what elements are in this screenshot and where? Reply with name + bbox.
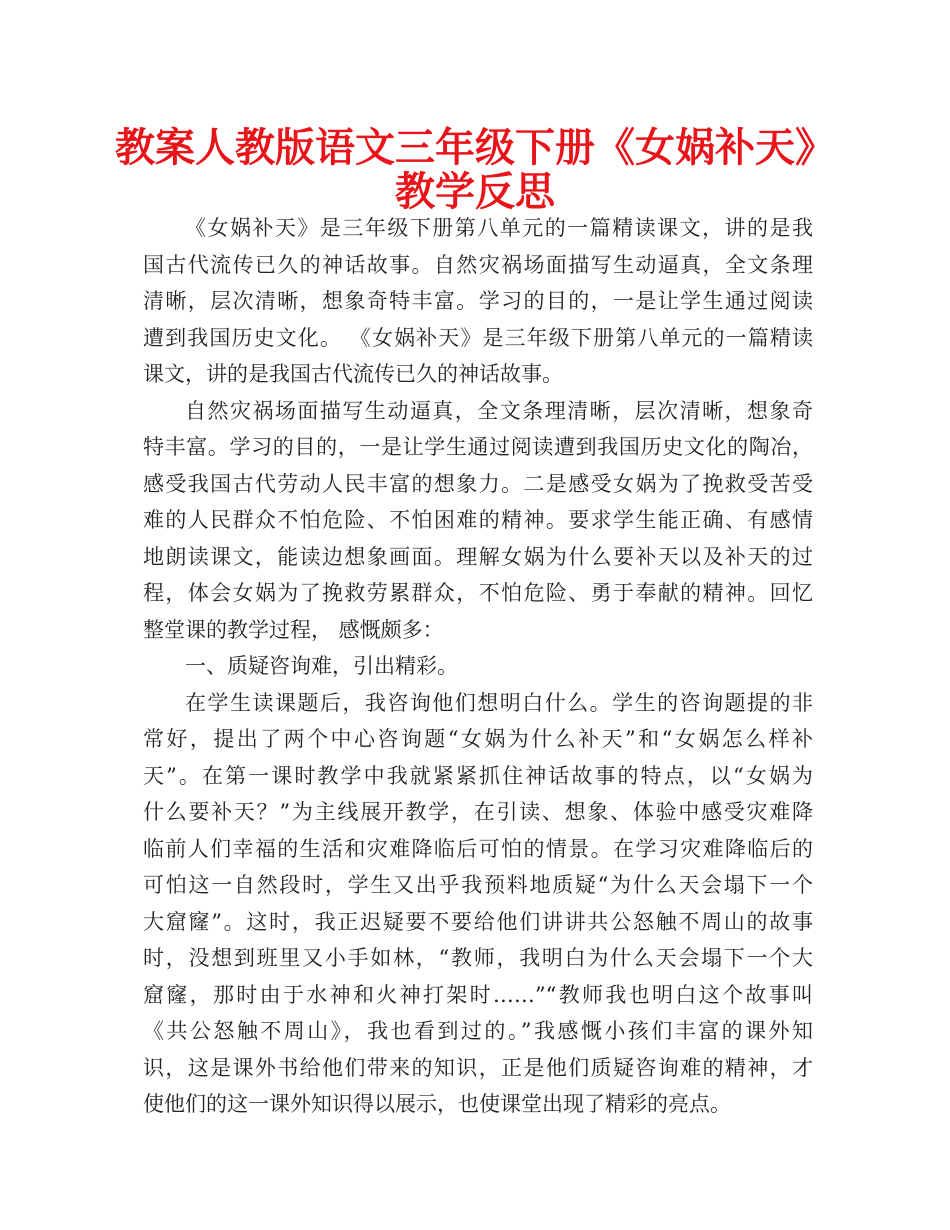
body-line: 整堂课的教学过程， 感慨颇多： bbox=[143, 617, 444, 642]
document-title-line-2: 教学反思 bbox=[395, 169, 555, 215]
body-line: 地朗读课文，能读边想象画面。理解女娲为什么要补天以及补天的过 bbox=[143, 544, 813, 569]
body-line: 国古代流传已久的神话故事。自然灾祸场面描写生动逼真，全文条理 bbox=[143, 252, 813, 277]
body-line: 课文，讲的是我国古代流传已久的神话故事。 bbox=[143, 362, 563, 386]
document-body bbox=[143, 210, 813, 1123]
body-line: 《共公怒触不周山》，我也看到过的。”我感慨小孩们丰富的课外知 bbox=[143, 1019, 813, 1043]
body-line: 一、质疑咨询难，引出精彩。 bbox=[185, 654, 458, 678]
body-line: 什么要补天？”为主线展开教学，在引读、想象、体验中感受灾难降 bbox=[143, 800, 813, 824]
body-line: 使他们的这一课外知识得以展示，也使课堂出现了精彩的亮点。 bbox=[143, 1092, 731, 1116]
body-line: 特丰富。学习的目的，一是让学生通过阅读遭到我国历史文化的陶冶， bbox=[143, 435, 813, 459]
body-line: 时，没想到班里又小手如林，“教师，我明白为什么天会塌下一个大 bbox=[143, 946, 813, 970]
body-line: 遭到我国历史文化。 《女娲补天》是三年级下册第八单元的一篇精读 bbox=[143, 325, 813, 350]
body-line: 常好，提出了两个中心咨询题“女娲为什么补天”和“女娲怎么样补 bbox=[143, 727, 813, 751]
body-line: 识，这是课外书给他们带来的知识，正是他们质疑咨询难的精神，才 bbox=[143, 1055, 813, 1080]
body-line: 难的人民群众不怕危险、不怕困难的精神。要求学生能正确、有感情 bbox=[143, 508, 813, 532]
body-line: 可怕这一自然段时，学生又出乎我预料地质疑“为什么天会塌下一个 bbox=[143, 873, 813, 897]
body-line: 临前人们幸福的生活和灾难降临后可怕的情景。在学习灾难降临后的 bbox=[143, 836, 813, 861]
body-line: 自然灾祸场面描写生动逼真，全文条理清晰，层次清晰，想象奇 bbox=[185, 398, 813, 423]
body-line: 大窟窿”。这时，我正迟疑要不要给他们讲讲共公怒触不周山的故事 bbox=[143, 909, 813, 934]
body-line: 天”。在第一课时教学中我就紧紧抓住神话故事的特点，以“女娲为 bbox=[143, 763, 813, 788]
body-line: 程，体会女娲为了挽救劳累群众，不怕危险、勇于奉献的精神。回忆 bbox=[143, 581, 813, 605]
body-line: 《女娲补天》是三年级下册第八单元的一篇精读课文，讲的是我 bbox=[185, 216, 813, 240]
body-line: 感受我国古代劳动人民丰富的想象力。二是感受女娲为了挽救受苦受 bbox=[143, 471, 813, 496]
body-line: 清晰，层次清晰，想象奇特丰富。学习的目的，一是让学生通过阅读 bbox=[143, 289, 813, 313]
document-title-line-1: 教案人教版语文三年级下册《女娲补天》 bbox=[115, 125, 835, 171]
body-line: 窟窿，那时由于水神和火神打架时……”“教师我也明白这个故事叫 bbox=[143, 982, 813, 1007]
body-line: 在学生读课题后，我咨询他们想明白什么。学生的咨询题提的非 bbox=[185, 690, 813, 715]
